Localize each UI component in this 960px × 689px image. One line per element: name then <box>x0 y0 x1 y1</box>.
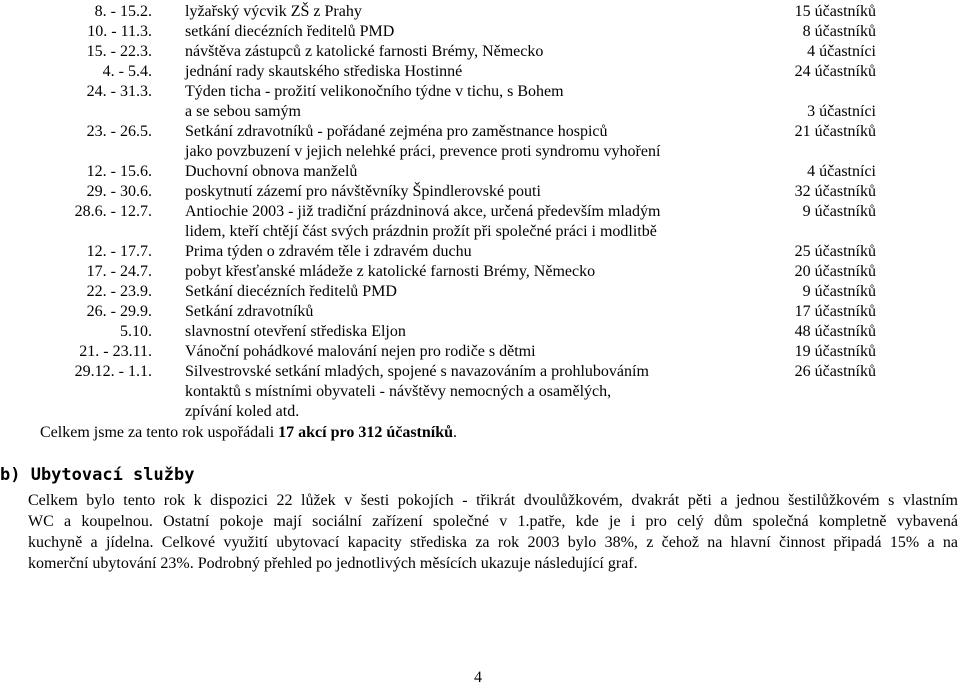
event-participant-count: 9 účastníků <box>802 283 876 300</box>
event-date: 23. - 26.5. <box>86 123 152 140</box>
page-number: 4 <box>474 669 482 686</box>
event-description <box>185 82 755 122</box>
event-description-line: Silvestrovské setkání mladých, spojené s navazováním a prohlubováním <box>185 363 649 380</box>
event-description <box>185 242 755 262</box>
event-description-line: lidem, kteří chtějí část svých prázdnin prožít při společné práci i modlitbě <box>185 223 657 240</box>
event-date: 17. - 24.7. <box>86 263 152 280</box>
event-participant-count: 8 účastníků <box>802 23 876 40</box>
event-row <box>0 322 960 342</box>
paragraph-line: WC a koupelnou. Ostatní pokoje mají sociální zařízení společné v 1.patře, kde je i pro celý dům společná kompletně vybavená <box>28 513 958 530</box>
event-participant-count: 26 účastníků <box>794 363 876 380</box>
event-description <box>185 42 755 62</box>
event-description-line: setkání diecézních ředitelů PMD <box>185 23 395 40</box>
event-participant-count: 17 účastníků <box>794 303 876 320</box>
accommodation-paragraph <box>28 490 958 574</box>
event-description <box>185 362 755 422</box>
event-description-line: jako povzbuzení v jejich nelehké práci, prevence proti syndromu vyhoření <box>185 143 661 160</box>
paragraph-line: kuchyně a jídelna. Celkové využití ubytovací kapacity střediska za rok 2003 bylo 38%, z čehož na hlavní činnost připadá 15% a na <box>28 534 958 551</box>
event-date: 29. - 30.6. <box>86 183 152 200</box>
total-prefix: Celkem jsme za tento rok uspořádali <box>40 424 279 441</box>
event-participant-count: 32 účastníků <box>794 183 876 200</box>
event-participant-count: 24 účastníků <box>794 63 876 80</box>
event-participant-count: 3 účastníci <box>807 103 876 120</box>
event-list <box>0 2 960 422</box>
paragraph-line: Celkem bylo tento rok k dispozici 22 lůžek v šesti pokojích - třikrát dvoulůžkovém, dvakrát pěti a jednou šestilůžkovém s vlastním <box>28 492 958 509</box>
event-date: 24. - 31.3. <box>86 83 152 100</box>
event-description-line: Týden ticha - prožití velikonočního týdne v tichu, s Bohem <box>185 83 564 100</box>
event-description-line: Setkání zdravotníků - pořádané zejména pro zaměstnance hospiců <box>185 123 608 140</box>
event-participant-count: 4 účastníci <box>807 43 876 60</box>
event-description-line: jednání rady skautského střediska Hostinné <box>185 63 463 80</box>
event-description-line: poskytnutí zázemí pro návštěvníky Špindlerovské pouti <box>185 183 541 200</box>
total-highlight: 17 akcí pro 312 účastníků <box>278 424 454 441</box>
event-description-line: Duchovní obnova manželů <box>185 163 358 180</box>
event-row <box>0 42 960 62</box>
event-description-line: kontaktů s místními obyvateli - návštěvy nemocných a osamělých, <box>185 383 612 400</box>
event-date: 8. - 15.2. <box>94 3 152 20</box>
event-description <box>185 302 755 322</box>
events-total-summary <box>40 423 457 443</box>
paragraph-line: komerční ubytování 23%. Podrobný přehled po jednotlivých měsících ukazuje následující graf. <box>28 555 638 572</box>
event-description <box>185 2 755 22</box>
event-description-line: zpívání koled atd. <box>185 403 300 420</box>
event-row <box>0 282 960 302</box>
event-date: 4. - 5.4. <box>102 63 152 80</box>
event-participant-count: 20 účastníků <box>794 263 876 280</box>
event-description-line: a se sebou samým <box>185 103 301 120</box>
event-description <box>185 262 755 282</box>
event-description-line: pobyt křesťanské mládeže z katolické farnosti Brémy, Německo <box>185 263 596 280</box>
event-row <box>0 242 960 262</box>
event-row <box>0 182 960 202</box>
event-row <box>0 22 960 42</box>
event-description-line: lyžařský výcvik ZŠ z Prahy <box>185 3 362 20</box>
event-description <box>185 122 755 162</box>
event-row <box>0 2 960 22</box>
event-row <box>0 162 960 182</box>
event-description <box>185 22 755 42</box>
event-description-line: návštěva zástupců z katolické farnosti Brémy, Německo <box>185 43 544 60</box>
section-heading: b) Ubytovací služby <box>0 465 195 485</box>
event-row <box>0 362 960 422</box>
event-description <box>185 322 755 342</box>
event-date: 22. - 23.9. <box>86 283 152 300</box>
event-row <box>0 262 960 282</box>
event-description <box>185 62 755 82</box>
event-date: 29.12. - 1.1. <box>74 363 152 380</box>
event-date: 12. - 15.6. <box>86 163 152 180</box>
event-description <box>185 162 755 182</box>
event-date: 26. - 29.9. <box>86 303 152 320</box>
event-row <box>0 122 960 162</box>
event-description-line: Antiochie 2003 - již tradiční prázdninová akce, určená především mladým <box>185 203 661 220</box>
event-row <box>0 342 960 362</box>
event-participant-count: 9 účastníků <box>802 203 876 220</box>
event-description-line: Setkání diecézních ředitelů PMD <box>185 283 397 300</box>
event-participant-count: 4 účastníci <box>807 163 876 180</box>
total-suffix: . <box>453 424 458 441</box>
event-row <box>0 302 960 322</box>
event-description-line: Vánoční pohádkové malování nejen pro rodiče s dětmi <box>185 343 536 360</box>
event-date: 10. - 11.3. <box>87 23 152 40</box>
event-description <box>185 202 755 242</box>
event-row <box>0 202 960 242</box>
event-date: 5.10. <box>120 323 152 340</box>
event-participant-count: 25 účastníků <box>794 243 876 260</box>
event-row <box>0 62 960 82</box>
event-description <box>185 282 755 302</box>
event-description-line: Prima týden o zdravém těle i zdravém duchu <box>185 243 472 260</box>
event-description <box>185 182 755 202</box>
event-description-line: slavnostní otevření střediska Eljon <box>185 323 406 340</box>
event-row <box>0 82 960 122</box>
event-date: 28.6. - 12.7. <box>74 203 152 220</box>
event-date: 12. - 17.7. <box>86 243 152 260</box>
event-participant-count: 19 účastníků <box>794 343 876 360</box>
event-participant-count: 48 účastníků <box>794 323 876 340</box>
event-description <box>185 342 755 362</box>
event-description-line: Setkání zdravotníků <box>185 303 314 320</box>
event-participant-count: 15 účastníků <box>794 3 876 20</box>
event-date: 21. - 23.11. <box>79 343 152 360</box>
event-participant-count: 21 účastníků <box>794 123 876 140</box>
event-date: 15. - 22.3. <box>86 43 152 60</box>
